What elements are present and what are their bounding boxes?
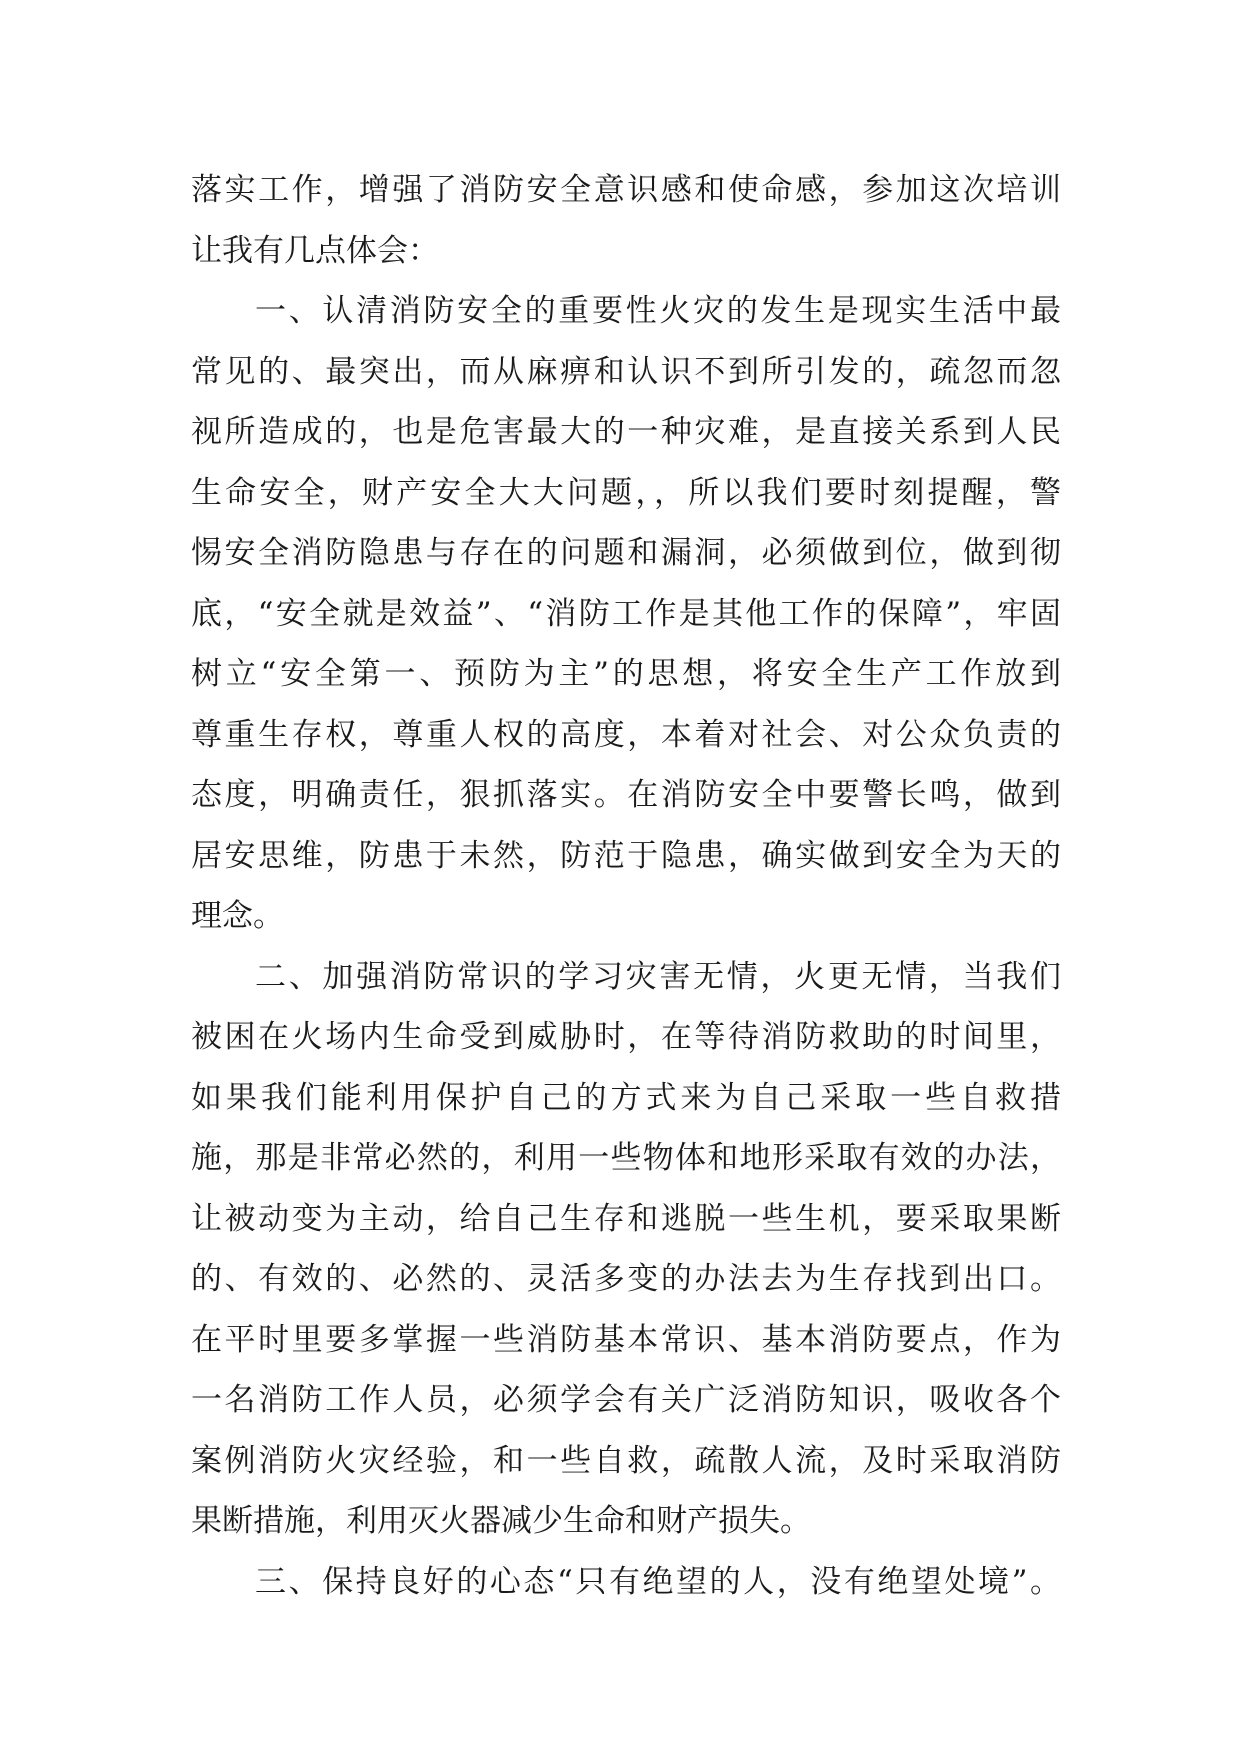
- text-line: 视所造成的，也是危害最大的一种灾难，是直接关系到人民: [191, 414, 1061, 450]
- text-line: 让我有几点体会：: [191, 232, 439, 269]
- text-line: 生命安全，财产安全大大问题，，所以我们要时刻提醒，警: [191, 474, 1061, 511]
- text-line: 树立“安全第一、预防为主”的思想，将安全生产工作放到: [191, 656, 1061, 692]
- text-line: 被困在火场内生命受到威胁时，在等待消防救助的时间里，: [191, 1019, 1061, 1055]
- text-line: 一、认清消防安全的重要性火灾的发生是现实生活中最: [255, 293, 1061, 329]
- text-line: 果断措施，利用灭火器减少生命和财产损失。: [191, 1503, 811, 1539]
- text-line: 三、保持良好的心态“只有绝望的人，没有绝望处境”。: [255, 1563, 1061, 1600]
- text-line: 案例消防火灾经验，和一些自救，疏散人流，及时采取消防: [191, 1442, 1061, 1479]
- text-line: 居安思维，防患于未然，防范于隐患，确实做到安全为天的: [191, 837, 1061, 874]
- text-line: 如果我们能利用保护自己的方式来为自己采取一些自救措: [191, 1079, 1061, 1116]
- text-line: 在平时里要多掌握一些消防基本常识、基本消防要点，作为: [191, 1321, 1061, 1358]
- text-line: 惕安全消防隐患与存在的问题和漏洞，必须做到位，做到彻: [191, 535, 1061, 571]
- text-line: 理念。: [191, 898, 284, 934]
- text-line: 施，那是非常必然的，利用一些物体和地形采取有效的办法，: [191, 1140, 1061, 1176]
- text-line: 二、加强消防常识的学习灾害无情，火更无情，当我们: [255, 958, 1061, 995]
- text-line: 尊重生存权，尊重人权的高度，本着对社会、对公众负责的: [191, 716, 1061, 753]
- text-line: 态度，明确责任，狠抓落实。在消防安全中要警长鸣，做到: [191, 777, 1061, 813]
- text-line: 一名消防工作人员，必须学会有关广泛消防知识，吸收各个: [191, 1382, 1061, 1418]
- text-line: 让被动变为主动，给自己生存和逃脱一些生机，要采取果断: [191, 1200, 1061, 1237]
- body-text: [191, 160, 1061, 1612]
- text-line: 落实工作，增强了消防安全意识感和使命感，参加这次培训: [191, 172, 1061, 208]
- text-line: 底，“安全就是效益”、“消防工作是其他工作的保障”，牢固: [191, 595, 1061, 632]
- text-line: 的、有效的、必然的、灵活多变的办法去为生存找到出口。: [191, 1261, 1061, 1297]
- text-line: 常见的、最突出，而从麻痹和认识不到所引发的，疏忽而忽: [191, 353, 1061, 390]
